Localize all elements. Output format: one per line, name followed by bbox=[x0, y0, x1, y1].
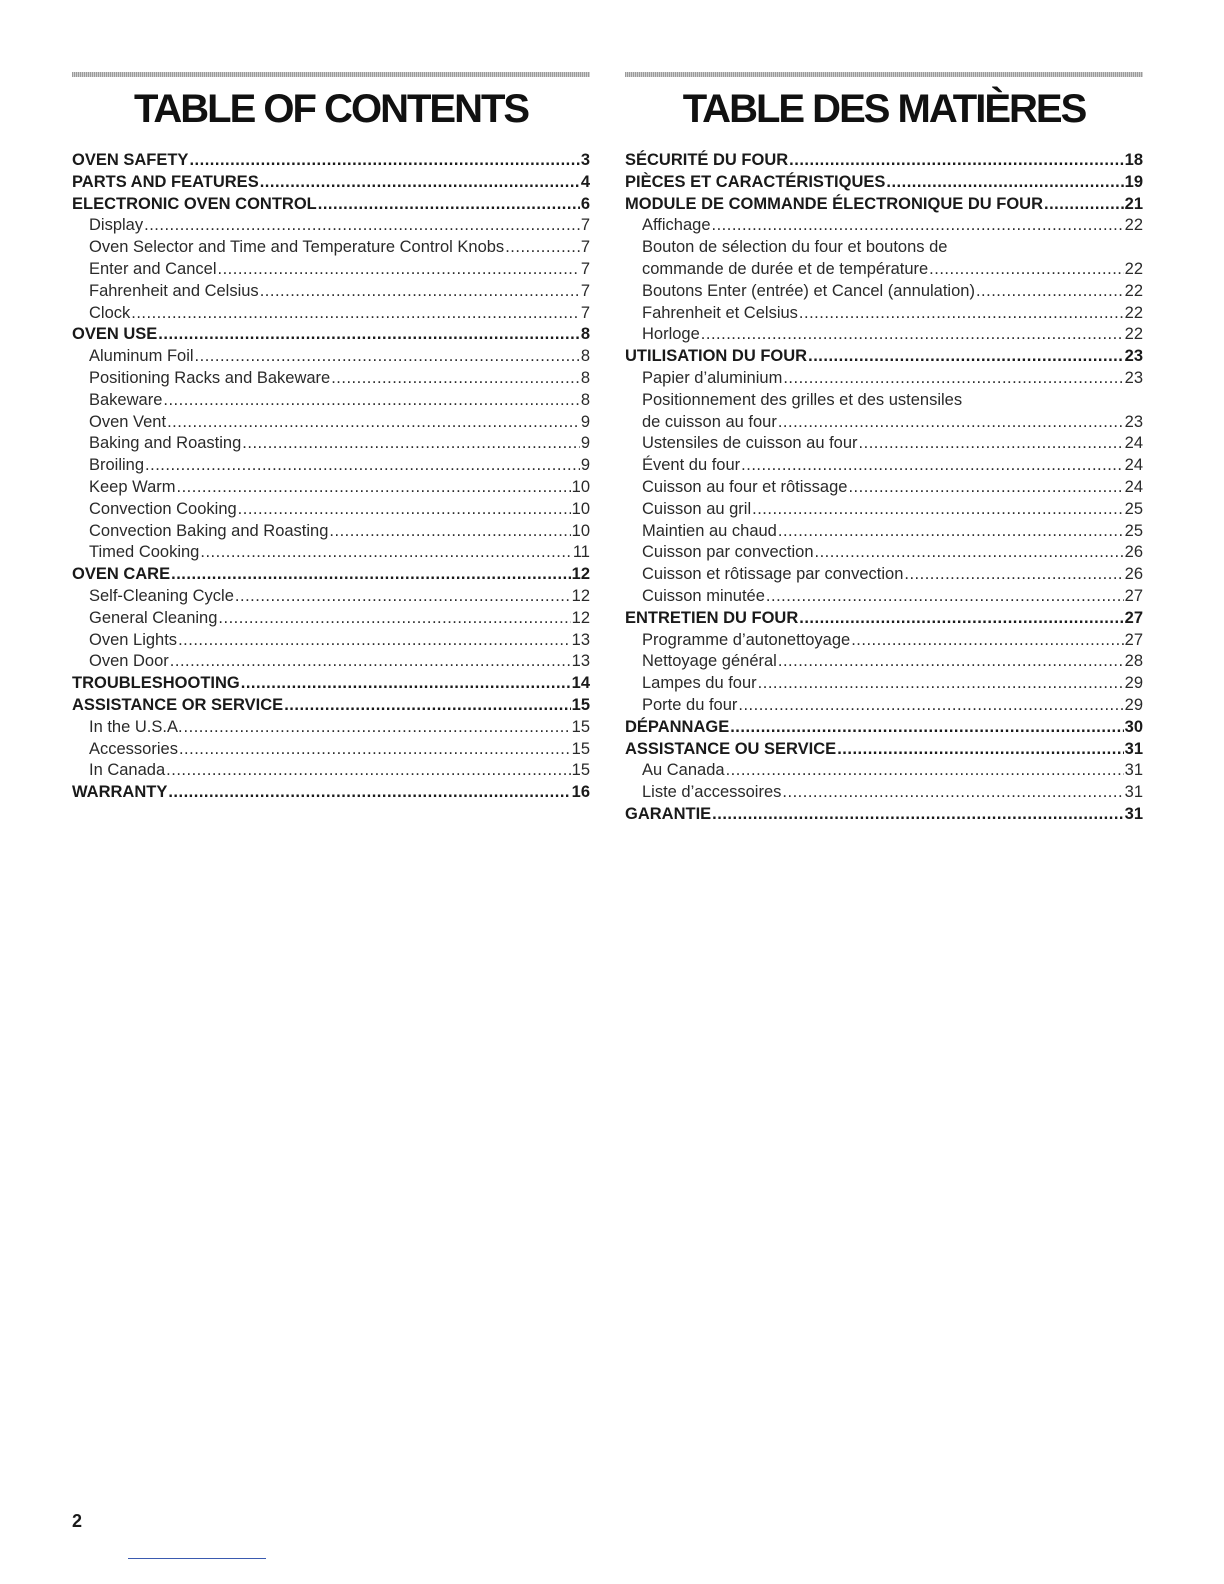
toc-subentry[interactable]: Accessories ..... 15 bbox=[72, 739, 590, 761]
english-toc-column bbox=[72, 72, 590, 804]
french-toc-column bbox=[625, 72, 1143, 826]
toc-subentry[interactable]: Keep Warm ..... 10 bbox=[72, 477, 590, 499]
toc-subentry[interactable]: Self-Cleaning Cycle ..... 12 bbox=[72, 586, 590, 608]
toc-subentry[interactable]: Affichage ..... 22 bbox=[625, 215, 1143, 237]
toc-entry[interactable]: SÉCURITÉ DU FOUR ..... 18 bbox=[625, 150, 1143, 172]
toc-subentry[interactable]: Broiling ..... 9 bbox=[72, 455, 590, 477]
toc-entry[interactable]: MODULE DE COMMANDE ÉLECTRONIQUE DU FOUR ..... 21 bbox=[625, 194, 1143, 216]
toc-subentry[interactable]: Liste d’accessoires ..... 31 bbox=[625, 782, 1143, 804]
toc-title-english: TABLE OF CONTENTS bbox=[133, 87, 529, 131]
toc-subentry[interactable]: Fahrenheit and Celsius ..... 7 bbox=[72, 281, 590, 303]
toc-subentry[interactable]: Cuisson au four et rôtissage ..... 24 bbox=[625, 477, 1143, 499]
toc-subentry-first-line: Bouton de sélection du four et boutons de bbox=[642, 238, 948, 257]
toc-subentry-first-line: Positionnement des grilles et des ustensiles bbox=[642, 390, 963, 409]
toc-subentry[interactable]: Horloge ..... 22 bbox=[625, 324, 1143, 346]
toc-subentry[interactable]: Clock ..... 7 bbox=[72, 303, 590, 325]
toc-entry[interactable]: UTILISATION DU FOUR ..... 23 bbox=[625, 346, 1143, 368]
toc-entry[interactable]: GARANTIE ..... 31 bbox=[625, 804, 1143, 826]
toc-subentry[interactable]: In the U.S.A. ..... 15 bbox=[72, 717, 590, 739]
toc-subentry[interactable]: Oven Lights ..... 13 bbox=[72, 630, 590, 652]
top-rule bbox=[72, 72, 590, 77]
toc-subentry[interactable]: Oven Door ..... 13 bbox=[72, 651, 590, 673]
toc-subentry[interactable]: In Canada ..... 15 bbox=[72, 760, 590, 782]
toc-subentry[interactable]: Porte du four ..... 29 bbox=[625, 695, 1143, 717]
toc-entry[interactable]: PIÈCES ET CARACTÉRISTIQUES ..... 19 bbox=[625, 172, 1143, 194]
toc-subentry[interactable]: Cuisson minutée ..... 27 bbox=[625, 586, 1143, 608]
toc-subentry[interactable]: Cuisson et rôtissage par convection ..... 26 bbox=[625, 564, 1143, 586]
toc-subentry[interactable]: Oven Vent ..... 9 bbox=[72, 412, 590, 434]
toc-list-french bbox=[625, 150, 1143, 826]
toc-subentry[interactable]: Enter and Cancel ..... 7 bbox=[72, 259, 590, 281]
toc-entry[interactable]: ASSISTANCE OR SERVICE ..... 15 bbox=[72, 695, 590, 717]
page-number: 2 bbox=[72, 1511, 83, 1531]
toc-subentry[interactable]: Programme d’autonettoyage ..... 27 bbox=[625, 630, 1143, 652]
toc-subentry[interactable]: Papier d’aluminium ..... 23 bbox=[625, 368, 1143, 390]
toc-subentry[interactable]: Fahrenheit et Celsius ..... 22 bbox=[625, 303, 1143, 325]
toc-entry[interactable]: PARTS AND FEATURES ..... 4 bbox=[72, 172, 590, 194]
toc-subentry[interactable]: Boutons Enter (entrée) et Cancel (annulation) ..... 22 bbox=[625, 281, 1143, 303]
toc-entry[interactable]: ENTRETIEN DU FOUR ..... 27 bbox=[625, 608, 1143, 630]
toc-entry[interactable]: OVEN CARE ..... 12 bbox=[72, 564, 590, 586]
toc-subentry[interactable]: Bakeware ..... 8 bbox=[72, 390, 590, 412]
toc-subentry[interactable]: General Cleaning ..... 12 bbox=[72, 608, 590, 630]
toc-subentry[interactable]: Ustensiles de cuisson au four ..... 24 bbox=[625, 433, 1143, 455]
toc-entry[interactable]: ASSISTANCE OU SERVICE ..... 31 bbox=[625, 739, 1143, 761]
bottom-rule bbox=[128, 1558, 266, 1559]
toc-subentry[interactable]: Convection Cooking ..... 10 bbox=[72, 499, 590, 521]
toc-subentry[interactable]: Convection Baking and Roasting ..... 10 bbox=[72, 521, 590, 543]
toc-subentry[interactable]: Cuisson au gril ..... 25 bbox=[625, 499, 1143, 521]
toc-subentry[interactable]: Aluminum Foil ..... 8 bbox=[72, 346, 590, 368]
toc-entry[interactable]: OVEN SAFETY ..... 3 bbox=[72, 150, 590, 172]
toc-subentry[interactable]: Lampes du four ..... 29 bbox=[625, 673, 1143, 695]
toc-subentry[interactable]: Nettoyage général ..... 28 bbox=[625, 651, 1143, 673]
toc-entry[interactable]: WARRANTY ..... 16 bbox=[72, 782, 590, 804]
toc-title-french: TABLE DES MATIÈRES bbox=[682, 87, 1086, 131]
top-rule bbox=[625, 72, 1143, 77]
toc-subentry[interactable]: Baking and Roasting ..... 9 bbox=[72, 433, 590, 455]
toc-entry[interactable]: TROUBLESHOOTING ..... 14 bbox=[72, 673, 590, 695]
toc-subentry[interactable]: Maintien au chaud ..... 25 bbox=[625, 521, 1143, 543]
toc-subentry[interactable]: Display ..... 7 bbox=[72, 215, 590, 237]
toc-subentry[interactable]: commande de durée et de température ..... 22 bbox=[625, 259, 1143, 281]
toc-subentry[interactable]: Positioning Racks and Bakeware ..... 8 bbox=[72, 368, 590, 390]
toc-subentry[interactable]: de cuisson au four ..... 23 bbox=[625, 412, 1143, 434]
toc-entry[interactable]: ELECTRONIC OVEN CONTROL ..... 6 bbox=[72, 194, 590, 216]
toc-entry[interactable]: OVEN USE ..... 8 bbox=[72, 324, 590, 346]
toc-subentry[interactable]: Évent du four ..... 24 bbox=[625, 455, 1143, 477]
toc-list-english bbox=[72, 150, 590, 804]
toc-entry[interactable]: DÉPANNAGE ..... 30 bbox=[625, 717, 1143, 739]
toc-subentry[interactable]: Au Canada ..... 31 bbox=[625, 760, 1143, 782]
toc-subentry[interactable]: Timed Cooking ..... 11 bbox=[72, 542, 590, 564]
toc-subentry[interactable]: Cuisson par convection ..... 26 bbox=[625, 542, 1143, 564]
toc-subentry[interactable]: Oven Selector and Time and Temperature Control Knobs ..... 7 bbox=[72, 237, 590, 259]
